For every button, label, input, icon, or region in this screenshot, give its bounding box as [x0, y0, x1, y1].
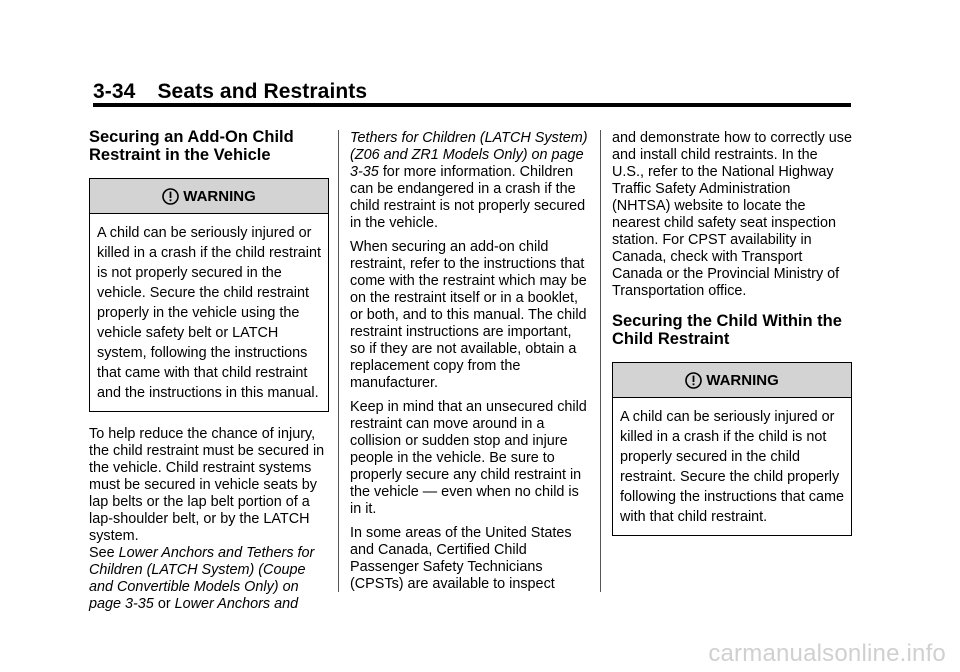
- column-divider-1: [338, 130, 339, 592]
- cross-reference-link[interactable]: Tethers for Children (LATCH System) (Z06 and ZR1 Models Only) on page 3-35: [350, 130, 588, 180]
- warning-title: WARNING: [183, 187, 256, 205]
- warning-header: [613, 363, 851, 398]
- header-rule: [93, 103, 851, 107]
- paragraph: [350, 130, 590, 232]
- or-text: or: [157, 596, 171, 612]
- column-1: [89, 128, 329, 620]
- section-heading: Securing an Add-On Child Restraint in the Vehicle: [89, 128, 294, 164]
- column-divider-2: [600, 130, 601, 592]
- warning-header: [90, 179, 328, 214]
- column-3: [612, 130, 852, 550]
- paragraph-text: To help reduce the chance of injury, the child restraint must be secured in the vehicle. Child restraint systems must be secured in vehicle seats by lap belts or the lap belt portion of a lap-shoulder belt, or by the LATCH system.: [89, 426, 325, 544]
- warning-box: [89, 178, 329, 412]
- warning-text: A child can be seriously injured or killed in a crash if the child restraint is not properly secured in the vehicle. Secure the child restraint properly in the vehicle using the vehicle safety belt or LATCH system, following the instructions that came with that child restraint and the instructions in this manual.: [97, 225, 321, 401]
- warning-icon: [685, 372, 702, 389]
- cross-reference-link[interactable]: Lower Anchors and Tethers for Children (LATCH System) (Coupe and Convertible Models Only) on page 3-35: [89, 545, 315, 612]
- section-heading: Securing the Child Within the Child Restraint: [612, 312, 842, 348]
- paragraph-text: for more information. Children can be endangered in a crash if the child restraint is not properly secured in the vehicle.: [350, 164, 586, 231]
- warning-title: WARNING: [706, 371, 779, 389]
- watermark: carmanualsonline.info: [708, 640, 946, 667]
- page-number: 3-34: [93, 80, 136, 103]
- warning-box: [612, 362, 852, 536]
- paragraph: Keep in mind that an unsecured child restraint can move around in a collision or sudden stop and injure people in the vehicle. Be sure to properly secure any child restraint in the vehicle — even when no child is in it.: [350, 399, 587, 517]
- cross-reference-link[interactable]: Lower Anchors and: [174, 596, 299, 612]
- paragraph: In some areas of the United States and Canada, Certified Child Passenger Safety Technicians (CPSTs) are available to inspect: [350, 525, 572, 592]
- section-title: Seats and Restraints: [157, 80, 368, 103]
- warning-icon: [162, 188, 179, 205]
- paragraph: and demonstrate how to correctly use and install child restraints. In the U.S., refer to the National Highway Traffic Safety Administration (NHTSA) website to locate the nearest child safety seat inspection station. For CPST availability in Canada, check with Transport Canada or the Provincial Ministry of Transportation office.: [612, 130, 852, 299]
- warning-text: A child can be seriously injured or killed in a crash if the child is not properly secured in the child restraint. Secure the child properly following the instructions that came with that child restraint.: [620, 409, 844, 525]
- paragraph: When securing an add-on child restraint, refer to the instructions that come with the restraint which may be on the restraint itself or in a booklet, or both, and to this manual. The child restraint instructions are important, so if they are not available, obtain a replacement copy from the manufacturer.: [350, 239, 587, 391]
- paragraph: [89, 426, 329, 613]
- see-prefix: See: [89, 545, 115, 561]
- column-2: [350, 130, 590, 600]
- page-header: [93, 80, 367, 104]
